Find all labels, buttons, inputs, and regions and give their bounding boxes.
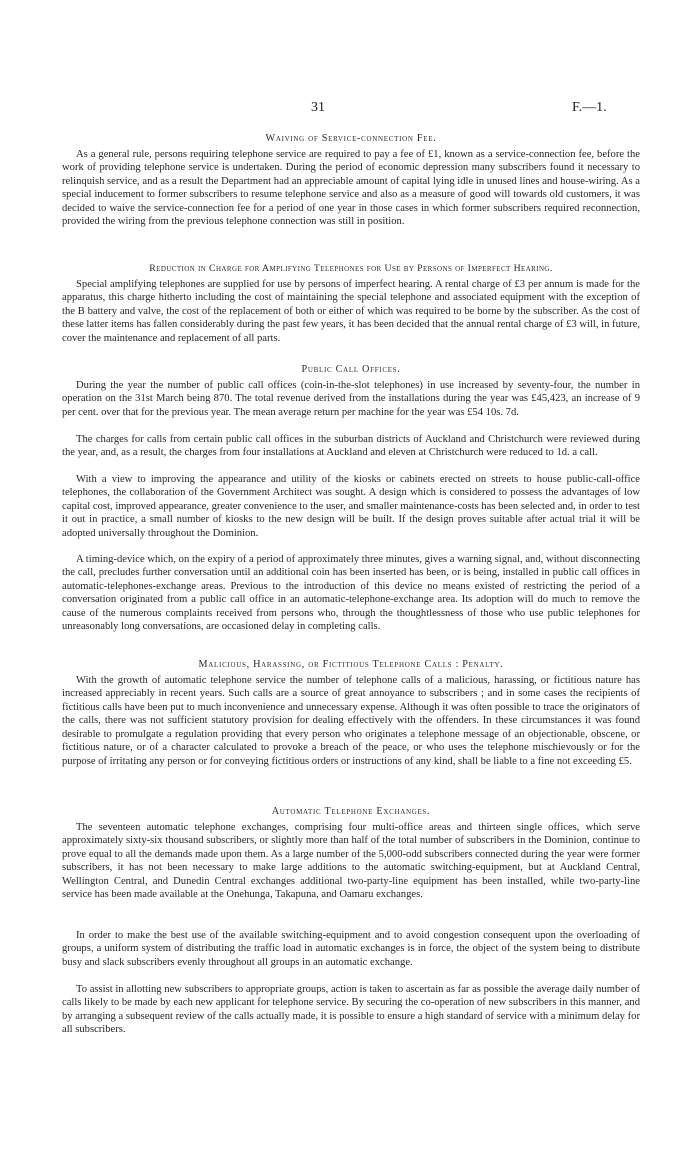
paragraph-waiving-fee: As a general rule, persons requiring telephone service are required to pay a fee of £1, known as a service-connection fee, before the work of providing telephone service is undertaken. During the period of economic depression many subscribers found it necessary to relinquish service, and as a result the Department had an appreciable amount of capital lying idle in unused lines and house-wiring. As a special inducement to former subscribers to resume telephone service and also as a measure of good will towards old customers, it was decided to waive the service-connection fee for a period of one year in those cases in which former subscribers required reconnection, provided the wiring from the previous telephone connection was still in position. bbox=[62, 149, 640, 228]
section-heading-waiving-fee: Waiving of Service-connection Fee. bbox=[265, 133, 437, 144]
section-heading-automatic-exchanges: Automatic Telephone Exchanges. bbox=[271, 806, 431, 817]
paragraph-exchanges-allotting: To assist in allotting new subscribers to appropriate groups, action is taken to ascertain as far as possible the average daily number of calls likely to be made by each new applicant for telephone service. By securing the co-operation of new subscribers in this manner, and by arranging a subsequent review of the calls actually made, it is possible to ensure a high standard of service with a minimum delay for all subscribers. bbox=[62, 984, 640, 1036]
page-number: 31 bbox=[311, 100, 325, 115]
section-heading-amplifying-telephones: Reduction in Charge for Amplifying Telephones for Use by Persons of Imperfect Hearing. bbox=[149, 263, 553, 274]
section-heading-malicious-calls: Malicious, Harassing, or Fictitious Telephone Calls : Penalty. bbox=[198, 659, 504, 670]
report-code: F.—1. bbox=[572, 100, 607, 115]
paragraph-exchanges-overview: The seventeen automatic telephone exchanges, comprising four multi-office areas and thirteen single offices, which serve approximately sixty-six thousand subscribers, or slightly more than half of the total number of subscribers in the Dominion, continue to prove equal to all the demands made upon them. As a large number of the 5,000-odd subscribers connected during the year were former subscribers, it has not been necessary to make large additions to the automatic switching-equipment, but at Auckland Central, Wellington Central, and Dunedin Central exchanges additional two-party-line equipment has been installed, while two-party-line service has been made available at the Onehunga, Takapuna, and Oamaru exchanges. bbox=[62, 822, 640, 901]
paragraph-amplifying-telephones: Special amplifying telephones are supplied for use by persons of imperfect hearing. A rental charge of £3 per annum is made for the apparatus, this charge hitherto including the cost of maintaining the special telephone and associated equipment with the exception of the B battery and valve, the cost of the replacement of both or either of which was required to be borne by the subscriber. As the cost of these latter items has fallen considerably during the past few years, it has been decided that the annual rental charge of £3 will, in future, cover the maintenance and replacement of all parts. bbox=[62, 279, 640, 344]
section-heading-public-call-offices: Public Call Offices. bbox=[301, 364, 401, 375]
paragraph-call-offices-kiosks: With a view to improving the appearance and utility of the kiosks or cabinets erected on streets to house public-call-office telephones, the collaboration of the Government Architect was sought. A design which is considered to possess the advantages of low capital cost, improved appearance, greater convenience to the user, and smaller maintenance-costs has been selected and, in order to test it out in practice, a small number of kiosks to the new design will be built. If the design proves suitable after actual trial it will be adopted universally throughout the Dominion. bbox=[62, 474, 640, 539]
paragraph-call-offices-numbers: During the year the number of public call offices (coin-in-the-slot telephones) in use increased by seventy-four, the number in operation on the 31st March being 870. The total revenue derived from the installations during the year was £45,423, an increase of 9 per cent. over that for the previous year. The mean average return per machine for the year was £54 10s. 7d. bbox=[62, 380, 640, 418]
paragraph-call-offices-timing-device: A timing-device which, on the expiry of a period of approximately three minutes, gives a warning signal, and, without disconnecting the call, precludes further conversation until an additional coin has been inserted has been, or is being, installed in public call offices in automatic-telephones-exchange areas. Previous to the introduction of this device no means existed of restricting the period of a conversation originated from a public call office in an automatic-telephone-exchange area. Its adoption will do much to remove the cause of the numerous complaints received from persons who, through the thoughtlessness of those who use public telephones for unreasonably long conversations, are occasioned delay in completing calls. bbox=[62, 554, 640, 633]
paragraph-call-offices-charges: The charges for calls from certain public call offices in the suburban districts of Auckland and Christchurch were reviewed during the year, and, as a result, the charges from four installations at Auckland and eleven at Christchurch were reduced to 1d. a call. bbox=[62, 434, 640, 459]
paragraph-exchanges-congestion: In order to make the best use of the available switching-equipment and to avoid congestion consequent upon the overloading of groups, a uniform system of distributing the traffic load in automatic exchanges is in force, the object of the system being to distribute busy and slack subscribers evenly throughout all groups in an automatic exchange. bbox=[62, 930, 640, 968]
paragraph-malicious-calls: With the growth of automatic telephone service the number of telephone calls of a malicious, harassing, or fictitious nature has increased appreciably in recent years. Such calls are a source of great annoyance to subscribers ; and in some cases the recipients of fictitious calls have been put to much inconvenience and unnecessary expense. Although it was often possible to trace the originators of the calls, there was not sufficient statutory provision for dealing effectively with the offenders. In these circumstances it was found desirable to promulgate a regulation providing that every person who originates a telephone message of an objectionable, obscene, or fictitious nature, or of a character calculated to provoke a breach of the peace, or who uses the telephone mischievously or for the purpose of irritating any person or for conveying fictitious orders or instructions of any kind, shall be liable to a fine not exceeding £5. bbox=[62, 675, 640, 767]
